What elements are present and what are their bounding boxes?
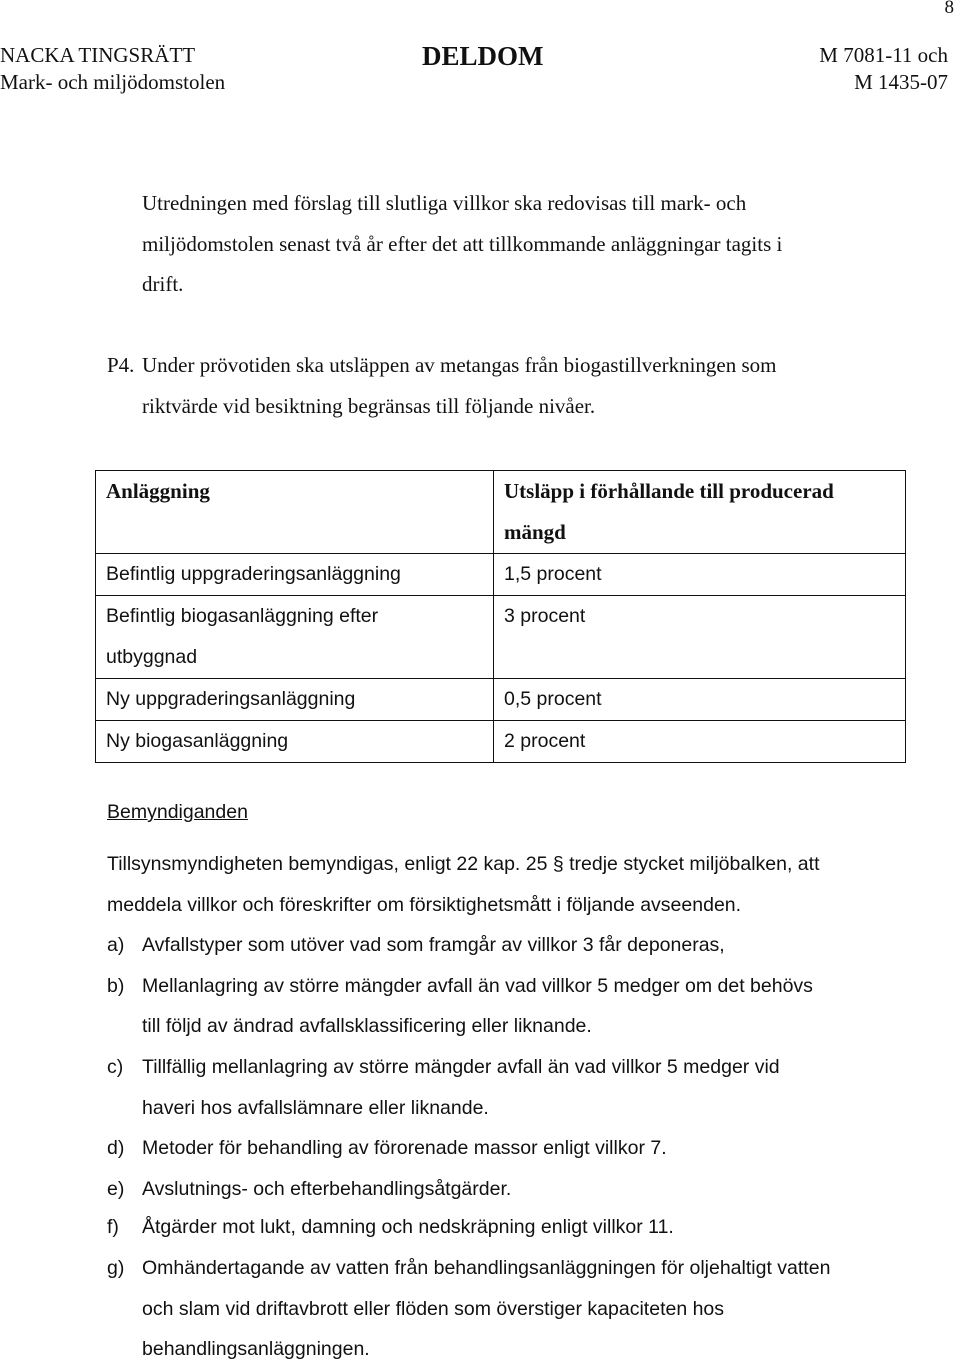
p4-line-1: Under prövotiden ska utsläppen av metangas från biogastillverkningen som (142, 353, 777, 377)
facility-cell: Befintlig biogasanläggning efter utbyggnad (96, 596, 494, 679)
table-row (96, 554, 906, 596)
list-item-label: d) (107, 1137, 125, 1159)
emission-levels-table (95, 470, 906, 763)
value-cell: 1,5 procent (494, 554, 906, 596)
list-item-label: c) (107, 1056, 124, 1078)
section-heading: Bemyndiganden (107, 801, 248, 823)
facility-cell: Ny biogasanläggning (96, 721, 494, 763)
list-item: Metoder för behandling av förorenade massor enligt villkor 7. (142, 1137, 667, 1159)
list-item: Avfallstyper som utöver vad som framgår av villkor 3 får deponeras, (142, 934, 725, 956)
table-row (96, 679, 906, 721)
list-item-continuation: till följd av ändrad avfallsklassificering eller liknande. (142, 1015, 592, 1037)
header-facility: Anläggning (96, 471, 494, 554)
list-item-continuation: haveri hos avfallslämnare eller liknande. (142, 1097, 489, 1119)
list-item-label: b) (107, 975, 125, 997)
value-cell: 2 procent (494, 721, 906, 763)
list-item: Avslutnings- och efterbehandlingsåtgärder. (142, 1178, 512, 1200)
list-item: Åtgärder mot lukt, damning och nedskräpning enligt villkor 11. (142, 1216, 674, 1238)
facility-cell: Ny uppgraderingsanläggning (96, 679, 494, 721)
case-number-line2: M 1435-07 (854, 70, 948, 94)
intro-line-3: drift. (142, 272, 184, 296)
intro-line-1: Utredningen med förslag till slutliga villkor ska redovisas till mark- och (142, 191, 747, 215)
list-item: Mellanlagring av större mängder avfall än vad villkor 5 medger om det behövs (142, 975, 813, 997)
list-item: Omhändertagande av vatten från behandlingsanläggningen för oljehaltigt vatten (142, 1257, 831, 1279)
case-number-line1: M 7081-11 och (819, 43, 948, 67)
authorization-intro-line-1: Tillsynsmyndigheten bemyndigas, enligt 22 kap. 25 § tredje stycket miljöbalken, att (107, 853, 820, 875)
list-item-label: a) (107, 934, 125, 956)
intro-line-2: miljödomstolen senast två år efter det att tillkommande anläggningar tagits i (142, 232, 783, 256)
authorization-intro-line-2: meddela villkor och föreskrifter om försiktighetsmått i följande avseenden. (107, 894, 742, 916)
header-emission: Utsläpp i förhållande till producerad mängd (494, 471, 906, 554)
facility-cell: Befintlig uppgraderingsanläggning (96, 554, 494, 596)
p4-line-2: riktvärde vid besiktning begränsas till följande nivåer. (142, 394, 596, 418)
document-type: DELDOM (422, 41, 544, 71)
p4-label: P4. (107, 353, 135, 377)
list-item: Tillfällig mellanlagring av större mängder avfall än vad villkor 5 medger vid (142, 1056, 780, 1078)
list-item-label: e) (107, 1178, 125, 1200)
court-name: NACKA TINGSRÄTT (0, 43, 196, 67)
table-row (96, 596, 906, 679)
list-item-label: f) (107, 1216, 119, 1238)
page-number: 8 (944, 0, 954, 18)
value-cell: 3 procent (494, 596, 906, 679)
table-row (96, 721, 906, 763)
table-header-row (96, 471, 906, 554)
list-item-continuation: behandlingsanläggningen. (142, 1338, 370, 1360)
list-item-label: g) (107, 1257, 125, 1279)
court-division: Mark- och miljödomstolen (0, 70, 226, 94)
list-item-continuation: och slam vid driftavbrott eller flöden som överstiger kapaciteten hos (142, 1298, 725, 1320)
value-cell: 0,5 procent (494, 679, 906, 721)
